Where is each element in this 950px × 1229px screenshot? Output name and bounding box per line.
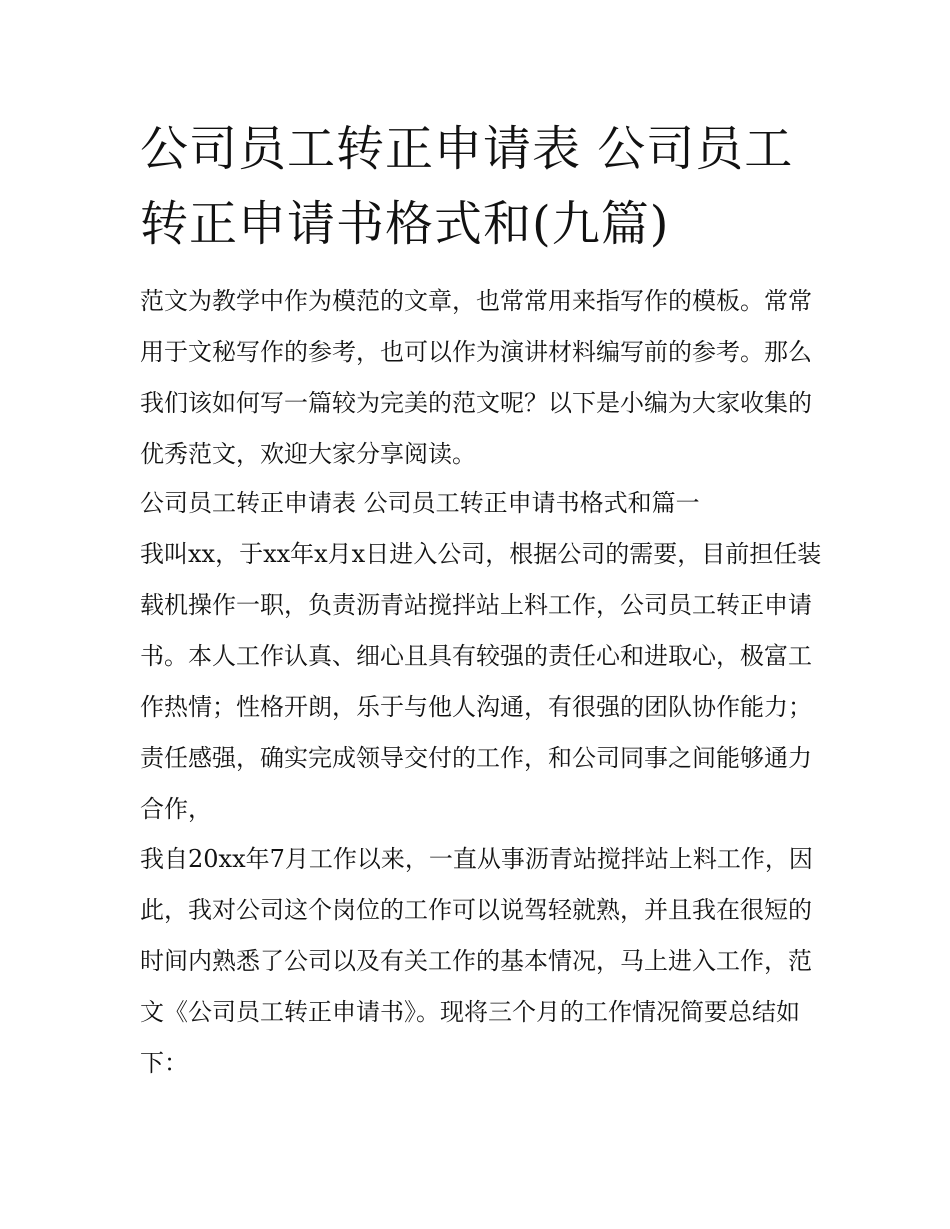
intro-paragraph: 范文为教学中作为模范的文章，也常常用来指写作的模板。常常用于文秘写作的参考，也可以作为演讲材料编写前的参考。那么我们该如何写一篇较为完美的范文呢？以下是小编为大家收集的优秀范文，欢迎大家分享阅读。 bbox=[140, 287, 812, 468]
document-title: 公司员工转正申请表 公司员工转正申请书格式和(九篇) bbox=[140, 121, 794, 252]
section-heading-paragraph: 公司员工转正申请表 公司员工转正申请书格式和篇一 bbox=[140, 489, 700, 517]
body-paragraph-1: 我叫xx，于xx年x月x日进入公司，根据公司的需要，目前担任装载机操作一职，负责沥青站搅拌站上料工作，公司员工转正申请书。本人工作认真、细心且具有较强的责任心和进取心，极富工作热情；性格开朗，乐于与他人沟通，有很强的团队协作能力；责任感强，确实完成领导交付的工作，和公司同事之间能够通力合作， bbox=[140, 540, 822, 823]
body-paragraph-2: 我自20xx年7月工作以来，一直从事沥青站搅拌站上料工作，因此，我对公司这个岗位的工作可以说驾轻就熟，并且我在很短的时间内熟悉了公司以及有关工作的基本情况，马上进入工作，范文《公司员工转正申请书》。现将三个月的工作情况简要总结如下： bbox=[140, 845, 813, 1077]
